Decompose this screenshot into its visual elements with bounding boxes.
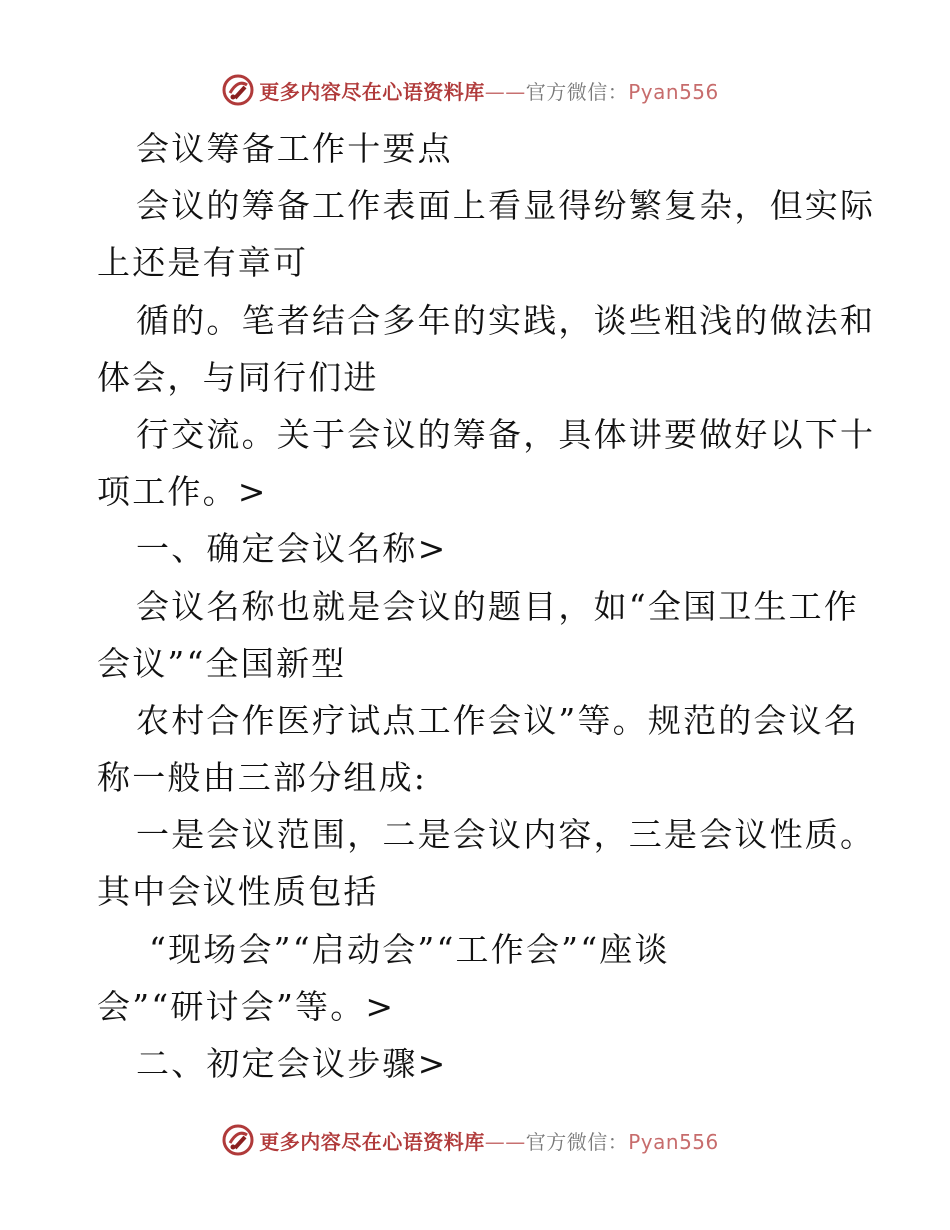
body-line: 一是会议范围，二是会议内容，三是会议性质。 <box>136 815 876 855</box>
footer-brand-text: 更多内容尽在心语资料库 <box>259 1129 485 1154</box>
footer-wechat-id: Pyan556 <box>628 1129 719 1154</box>
document-title: 会议筹备工作十要点 <box>136 129 453 168</box>
header-wechat-id: Pyan556 <box>628 79 719 104</box>
body-line: 体会，与同行们进 <box>97 357 379 397</box>
body-line: 会议名称也就是会议的题目，如“全国卫生工作 <box>136 586 860 626</box>
body-line: 上还是有章可 <box>97 243 309 283</box>
header-brand-text: 更多内容尽在心语资料库 <box>259 79 485 104</box>
footer-banner <box>0 1120 950 1160</box>
body-line: 会议”“全国新型 <box>97 643 347 683</box>
section-heading: 一、确定会议名称> <box>136 529 448 569</box>
footer-wechat-label: 官方微信： <box>525 1129 629 1154</box>
header-banner <box>0 70 950 110</box>
body-line: 农村合作医疗试点工作会议”等。规范的会议名 <box>136 700 860 740</box>
footer-dash: —— <box>484 1129 526 1154</box>
body-line: “现场会”“启动会”“工作会”“座谈 <box>149 929 670 969</box>
body-line: 行交流。关于会议的筹备，具体讲要做好以下十 <box>136 414 876 454</box>
body-line: 称一般由三部分组成: <box>97 758 428 798</box>
brand-logo-icon <box>221 1123 255 1157</box>
header-wechat-label: 官方微信： <box>525 79 629 104</box>
body-line: 会议的筹备工作表面上看显得纷繁复杂，但实际 <box>136 186 876 226</box>
document-body <box>97 120 876 1092</box>
body-line: 会”“研讨会”等。> <box>97 986 396 1026</box>
body-line: 其中会议性质包括 <box>97 872 379 912</box>
body-line: 项工作。> <box>97 472 268 512</box>
brand-logo-icon <box>221 73 255 107</box>
section-heading: 二、初定会议步骤> <box>136 1044 448 1083</box>
header-dash: —— <box>484 79 526 104</box>
body-line: 循的。笔者结合多年的实践，谈些粗浅的做法和 <box>136 300 876 340</box>
